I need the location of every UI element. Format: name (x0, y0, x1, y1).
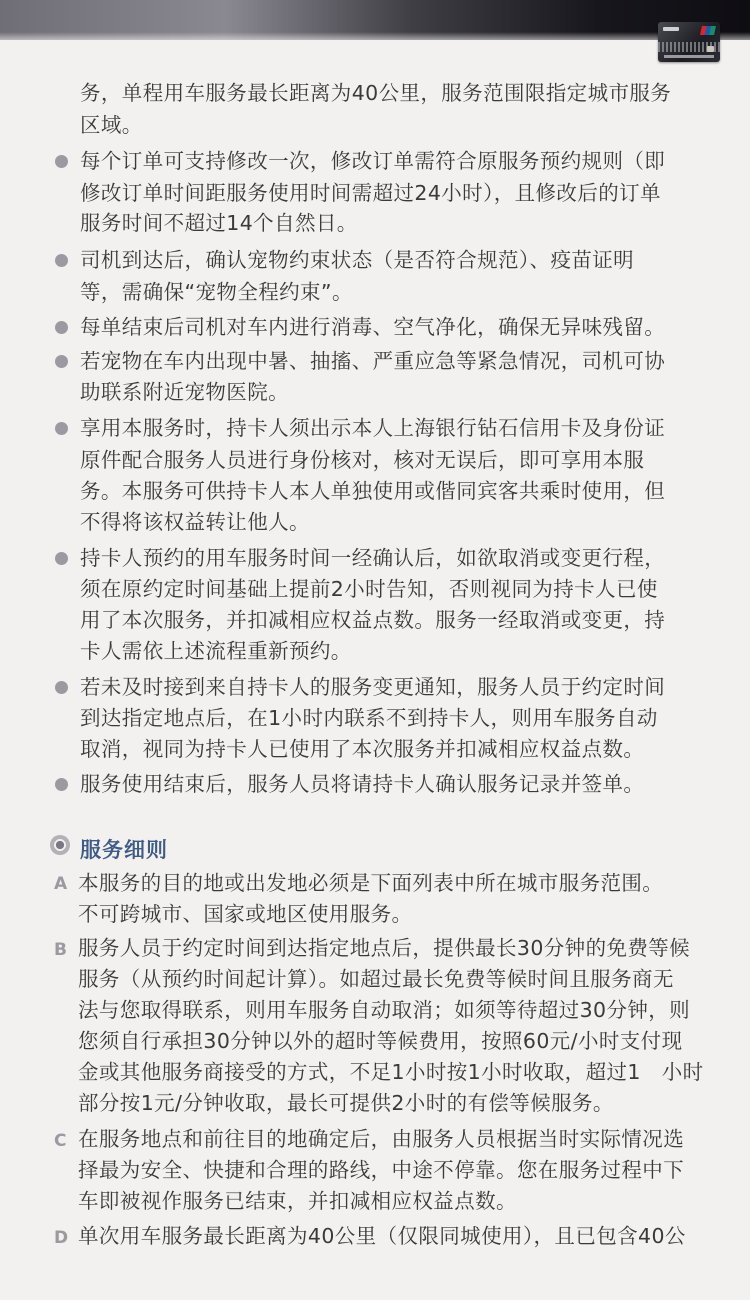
text-line: 区域。 (80, 113, 143, 137)
circle-target-icon (50, 835, 70, 855)
text-line: 若未及时接到来自持卡人的服务变更通知，服务人员于约定时间 (80, 675, 666, 699)
text-line: 享用本服务时，持卡人须出示本人上海银行钻石信用卡及身份证 (80, 416, 666, 440)
text-line: 卡人需依上述流程重新预约。 (80, 639, 352, 663)
item-letter: B (54, 940, 67, 960)
text-line: 务。本服务可供持卡人本人单独使用或偕同宾客共乘时使用，但 (80, 479, 666, 503)
text-line: 等，需确保“宠物全程约束”。 (80, 280, 353, 304)
item-letter: A (54, 874, 68, 894)
text-line: 取消，视同为持卡人已使用了本次服务并扣减相应权益点数。 (80, 737, 645, 761)
bullet-dot-icon (55, 321, 68, 334)
text-line: 本服务的目的地或出发地必须是下面列表中所在城市服务范围。 (78, 871, 664, 895)
bullet-dot-icon (55, 552, 68, 565)
text-line: 务，单程用车服务最长距离为40公里，服务范围限指定城市服务 (80, 81, 672, 105)
text-line: 用了本次服务，并扣减相应权益点数。服务一经取消或变更，持 (80, 608, 666, 632)
bullet-dot-icon (55, 355, 68, 368)
text-line: 服务使用结束后，服务人员将请持卡人确认服务记录并签单。 (80, 772, 645, 796)
text-line: 法与您取得联系，则用车服务自动取消；如须等待超过30分钟，则 (78, 998, 691, 1022)
bullet-dot-icon (55, 681, 68, 694)
text-line: 持卡人预约的用车服务时间一经确认后，如欲取消或变更行程， (80, 546, 666, 570)
text-line: 助联系附近宠物医院。 (80, 380, 289, 404)
section-title: 服务细则 (80, 838, 168, 862)
bullet-dot-icon (55, 155, 68, 168)
bullet-dot-icon (55, 254, 68, 267)
credit-card-thumbnail-icon (658, 22, 720, 62)
text-line: 原件配合服务人员进行身份核对，核对无误后，即可享用本服 (80, 448, 645, 472)
text-line: 每单结束后司机对车内进行消毒、空气净化，确保无异味残留。 (80, 315, 666, 339)
text-line: 每个订单可支持修改一次，修改订单需符合原服务预约规则（即 (80, 149, 666, 173)
text-line: 在服务地点和前往目的地确定后，由服务人员根据当时实际情况选 (78, 1127, 685, 1151)
text-line: 金或其他服务商接受的方式，不足1小时按1小时收取，超过1 小时 (78, 1060, 704, 1084)
text-line: 单次用车服务最长距离为40公里（仅限同城使用），且已包含40公 (78, 1224, 686, 1248)
text-line: 部分按1元/分钟收取，最长可提供2小时的有偿等候服务。 (78, 1091, 614, 1115)
text-line: 司机到达后，确认宠物约束状态（是否符合规范）、疫苗证明 (80, 248, 635, 272)
text-line: 服务时间不超过14个自然日。 (80, 211, 358, 235)
text-line: 服务人员于约定时间到达指定地点后，提供最长30分钟的免费等候 (78, 936, 691, 960)
item-letter: C (54, 1131, 67, 1151)
bullet-dot-icon (55, 778, 68, 791)
text-line: 若宠物在车内出现中暑、抽搐、严重应急等紧急情况，司机可协 (80, 349, 666, 373)
text-line: 您须自行承担30分钟以外的超时等候费用，按照60元/小时支付现 (78, 1029, 683, 1053)
bullet-dot-icon (55, 422, 68, 435)
header-banner (0, 0, 750, 40)
text-line: 择最为安全、快捷和合理的路线，中途不停靠。您在服务过程中下 (78, 1158, 685, 1182)
text-line: 到达指定地点后，在1小时内联系不到持卡人，则用车服务自动 (80, 706, 658, 730)
item-letter: D (54, 1228, 69, 1248)
text-line: 服务（从预约时间起计算）。如超过最长免费等候时间且服务商无 (78, 967, 674, 991)
text-line: 不可跨城市、国家或地区使用服务。 (78, 902, 413, 926)
text-line: 车即被视作服务已结束，并扣减相应权益点数。 (78, 1189, 517, 1213)
page-bottom-edge (0, 1292, 750, 1300)
text-line: 须在原约定时间基础上提前2小时告知，否则视同为持卡人已使 (80, 577, 658, 601)
text-line: 不得将该权益转让他人。 (80, 510, 310, 534)
text-line: 修改订单时间距服务使用时间需超过24小时），且修改后的订单 (80, 181, 661, 205)
